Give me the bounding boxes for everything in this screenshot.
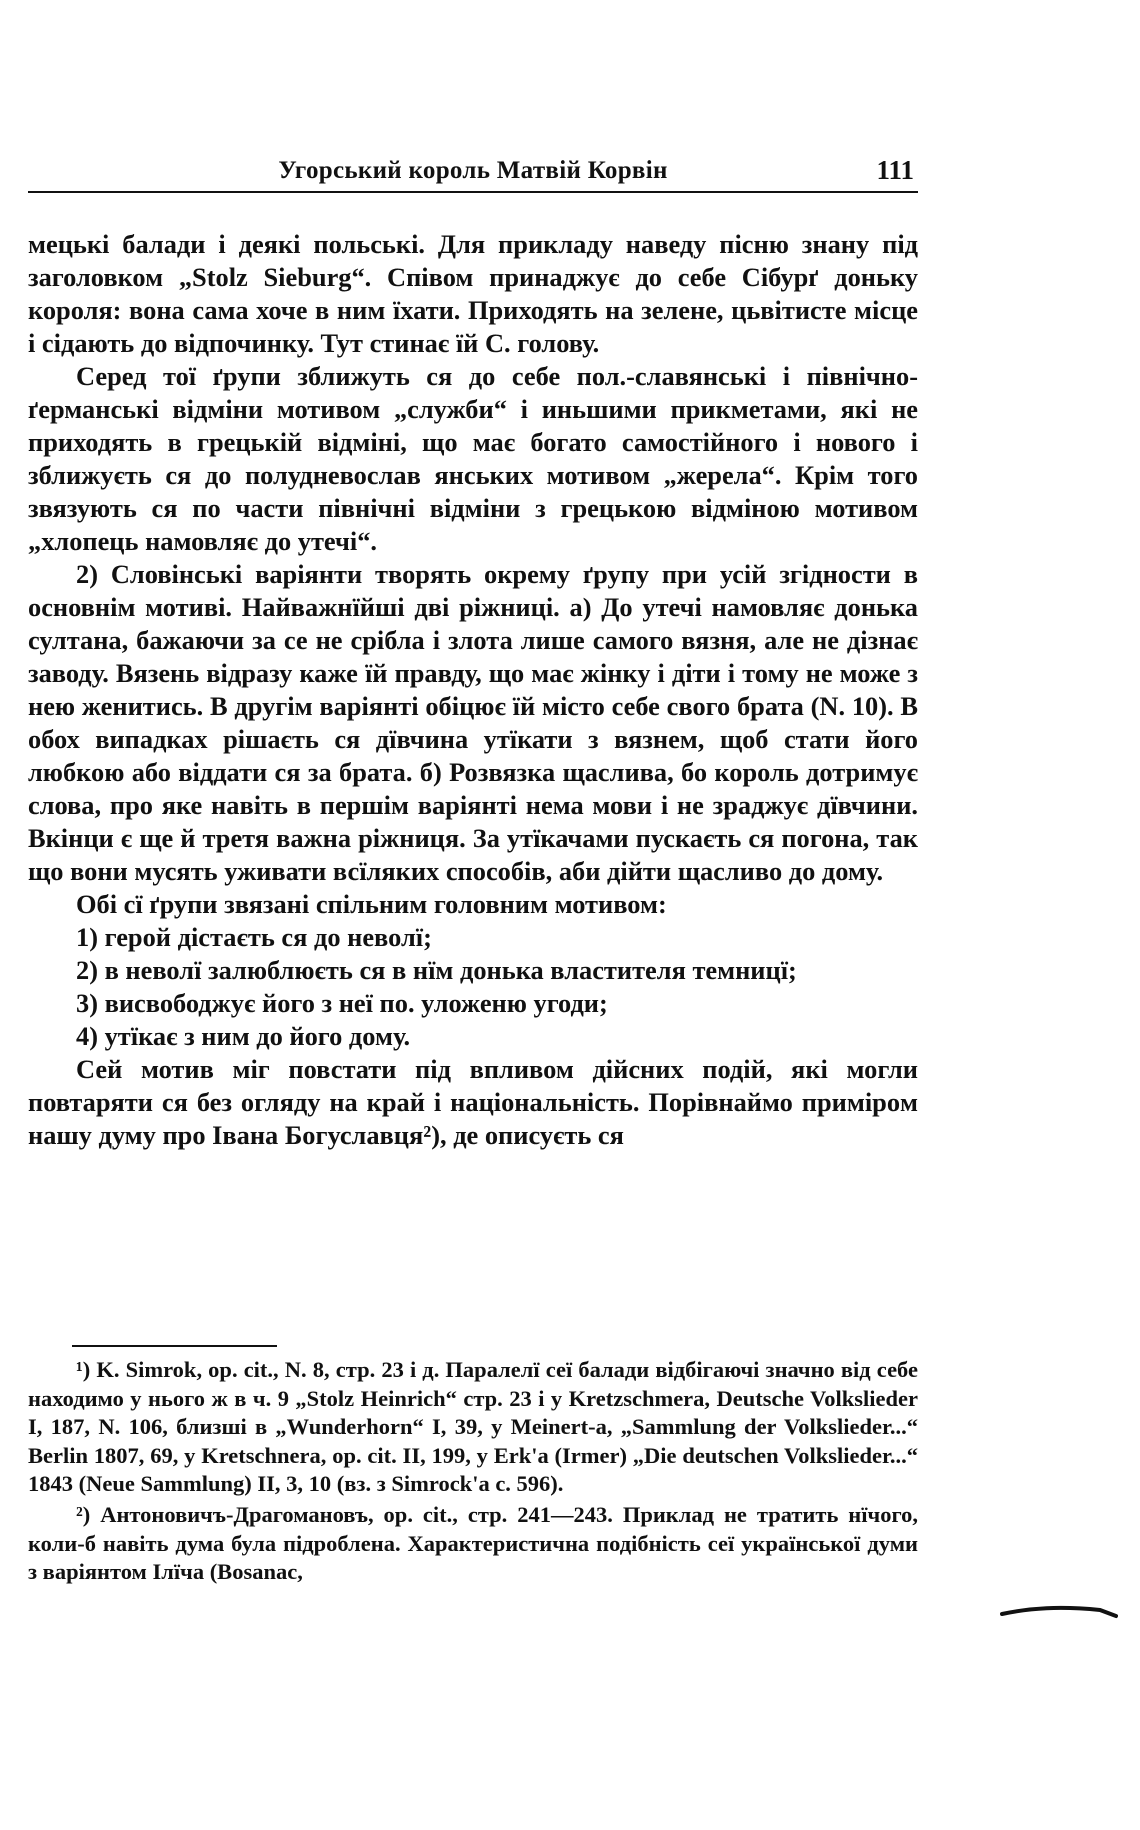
motif-item-2: 2) в неволї залюблюєть ся в нїм донька властителя темницї; [76, 955, 797, 985]
printer-dash-mark [1000, 1600, 1118, 1622]
footnote-2: ²) Антоновичъ-Драгомановъ, op. cit., стр. 241—243. Приклад не тратить нїчого, коли-б навіть дума була підроблена. Характеристична подібність сеї української думи з варіянтом Ілїча (Bosanac, [28, 1501, 918, 1585]
main-text [28, 228, 918, 1152]
footnote-separator [72, 1345, 277, 1347]
paragraph-4: Обі сї ґрупи звязані спільним головним мотивом: [76, 889, 667, 919]
paragraph-2: Серед тої ґрупи зближуть ся до себе пол.-славянські і північно-ґерманські відміни мотивом „служби“ і иньшими прикметами, які не приходять в грецькій відміні, що має богато самостійного і нового і зближуєть ся до полудневослав янських мотивом „жерела“. Крім того звязують ся по части північні відміни з грецькою відміною мотивом „хлопець намовляє до утечі“. [28, 361, 918, 556]
paragraph-3: 2) Словінські варіянти творять окрему ґрупу при усій згідности в основнім мотиві. Найважнїйші дві ріжниці. а) До утечі намовляє донька султана, бажаючи за се не срібла і злота лише самого вязня, але не дізнає заводу. Вязень відразу каже їй правду, що має жінку і діти і тому не може з нею женитись. В другім варіянті обіцює їй місто себе свого брата (N. 10). В обох випадках рішаєть ся дївчина утїкати з вязнем, щоб стати його любкою або віддати ся за брата. б) Розвязка щаслива, бо король дотримує слова, про яке навіть в першім варіянті нема мови і не зраджує дївчини. Вкінци є ще й третя важна ріжниця. За утїкачами пускаєть ся погона, так що вони мусять уживати всїляких способів, аби дійти щасливо до дому. [28, 559, 918, 886]
page-number: 111 [876, 155, 914, 185]
motif-item-4: 4) утїкає з ним до його дому. [76, 1021, 411, 1051]
footnote-1: ¹) K. Simrok, op. cit., N. 8, стр. 23 і д. Паралелї сеї балади відбігаючі значно від себе находимо у нього ж в ч. 9 „Stolz Heinrich“ стр. 23 і у Kretzschmera, Deutsche Volkslieder I, 187, N. 106, близші в „Wunderhorn“ I, 39, у Meinert-a, „Sammlung der Volkslieder...“ Berlin 1807, 69, у Kretschnera, op. cit. II, 199, у Erk'a (Irmer) „Die deutschen Volkslieder...“ 1843 (Neue Sammlung) II, 3, 10 (вз. з Simrock'a с. 596). [28, 1357, 918, 1497]
motif-item-3: 3) висвободжує його з неї по. уложеню угоди; [76, 988, 608, 1018]
page-header [28, 155, 918, 193]
motif-item-1: 1) герой дістаєть ся до неволї; [76, 922, 432, 952]
running-title: Угорський король Матвій Корвін [278, 157, 668, 184]
footnotes [28, 1356, 918, 1589]
paragraph-1: мецькі балади і деякі польські. Для прикладу наведу пісню знану під заголовком „Stolz Sieburg“. Співом принаджує до себе Сібурґ доньку короля: вона сама хоче в ним їхати. Приходять на зелене, цьвітисте місце і сідають до відпочинку. Тут стинає їй С. голову. [28, 229, 918, 358]
closing-paragraph: Сей мотив міг повстати під впливом дійсних подій, які могли повтаряти ся без огляду на край і національність. Порівнаймо примірoм нашу думу про Івана Богуславця²), де описуєть ся [28, 1054, 918, 1150]
